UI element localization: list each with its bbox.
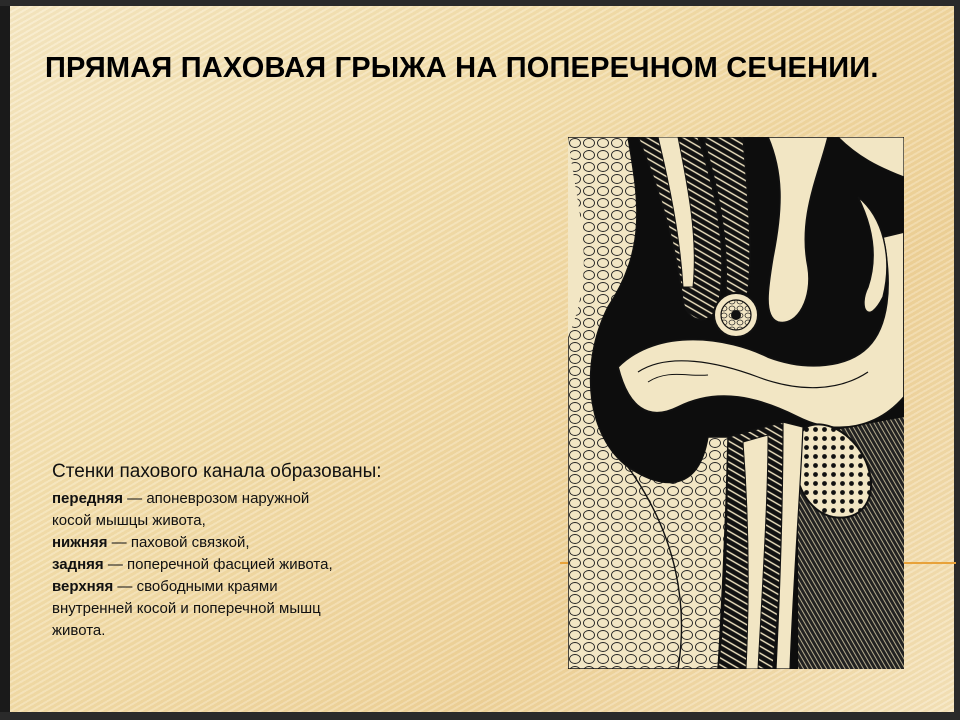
walls-heading: Стенки пахового канала образованы:	[52, 461, 382, 482]
wall-term: передняя	[52, 490, 123, 507]
wall-line-superior-end	[52, 620, 452, 642]
wall-desc: — апоневрозом наружной	[123, 490, 310, 507]
wall-desc: внутренней косой и поперечной мышц	[52, 600, 321, 617]
wall-term: нижняя	[52, 534, 108, 551]
slide-frame-left	[0, 0, 10, 720]
wall-line-anterior-cont	[52, 510, 452, 532]
wall-desc: косой мышцы живота,	[52, 512, 206, 529]
anatomical-cross-section-image	[568, 137, 904, 669]
wall-desc: — паховой связкой,	[107, 534, 250, 551]
slide-frame-top	[0, 0, 960, 6]
wall-term: задняя	[52, 556, 104, 573]
wall-desc: живота.	[52, 622, 106, 639]
wall-desc: — поперечной фасцией живота,	[103, 556, 333, 573]
slide-title: ПРЯМАЯ ПАХОВАЯ ГРЫЖА НА ПОПЕРЕЧНОМ СЕЧЕНИИ.	[45, 52, 879, 84]
inguinal-canal-walls-text	[52, 458, 452, 642]
slide-frame-bottom	[0, 712, 960, 720]
wall-line-posterior	[52, 554, 452, 576]
wall-desc: — свободными краями	[113, 578, 278, 595]
wall-line-superior-cont	[52, 598, 452, 620]
wall-line-anterior	[52, 488, 452, 510]
wall-line-superior	[52, 576, 452, 598]
wall-term: верхняя	[52, 578, 114, 595]
slide-frame-right	[954, 0, 960, 720]
wall-line-inferior	[52, 532, 452, 554]
